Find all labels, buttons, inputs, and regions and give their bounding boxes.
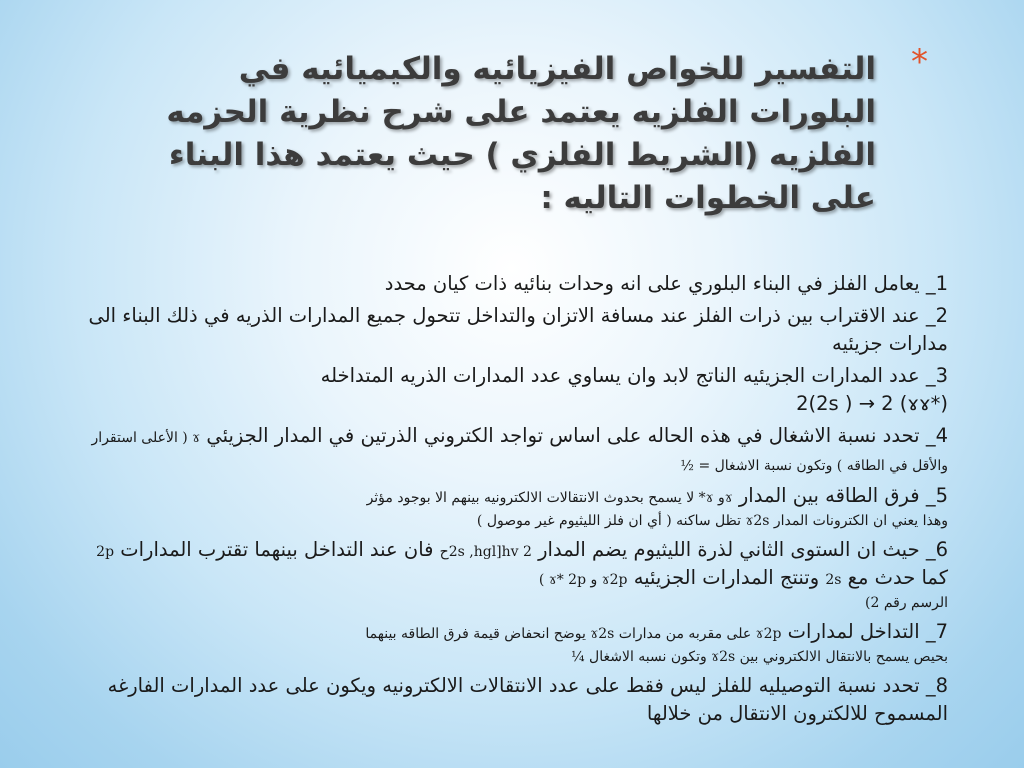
slide-title: التفسير للخواص الفيزيائيه والكيميائيه في البلورات الفلزيه يعتمد على شرح نظرية الحزمه الفلزيه (الشريط الفلزي ) حيث يعتمد هذا البناء على الخطوات التاليه : xyxy=(166,51,876,216)
list-item-3-text: 3_ عدد المدارات الجزيئيه الناتج لابد وان يساوي عدد المدارات الذريه المتداخله xyxy=(320,364,948,387)
list-item-5-note: وهذا يعني ان الكترونات المدار ɤ2s تظل ساكنه ( أي ان فلز الليثيوم غير موصول ) xyxy=(476,513,948,529)
list-item-6-text-g: وتنتج المدارات الجزيئيه xyxy=(633,566,820,589)
list-item-6-text-c: فان عند التداخل بينهما تقترب المدارات xyxy=(120,538,434,561)
list-item-5-detail: ɤو ɤ* لا يسمح بحدوث الانتقالات الالكترونيه بينهم الا بوجود مؤثر xyxy=(366,490,733,506)
list-item-3 xyxy=(88,362,948,418)
list-item-6-figure-ref: الرسم رقم 2) xyxy=(865,595,948,611)
list-item-7-text: 7_ التداخل لمدارات xyxy=(787,620,948,643)
list-item-6-orbitals: ɤ2p و ɤ* 2p ) xyxy=(538,572,628,588)
list-item-6-text-e: كما حدث مع xyxy=(847,566,948,589)
list-item-4-note: ɤ ( الأعلى استقرار والأقل في الطاقه ) وتكون نسبة الاشغال = ½ xyxy=(91,430,948,474)
list-item-1: 1_ يعامل الفلز في البناء البلوري على انه وحدات بنائيه ذات كيان محدد xyxy=(384,272,948,295)
list-item-3-equation: 2(2s ) → 2 (ɤɤ*) xyxy=(796,392,948,415)
list-item-5 xyxy=(88,482,948,532)
list-item-6-text-a: 6_ حيث ان الستوى الثاني لذرة الليثيوم يضم المدار xyxy=(538,538,948,561)
title-bullet-star-icon: * xyxy=(911,42,928,82)
list-item-6-orbital: 2s ,hgl]hv 2ح xyxy=(439,544,532,560)
list-item-4 xyxy=(88,422,948,478)
list-item-2: 2_ عند الاقتراب بين ذرات الفلز عند مسافة الاتزان والتداخل تتحول جميع المدارات الذريه في ذلك البناء الى مدارات جزيئيه xyxy=(88,304,948,355)
slide-body xyxy=(88,270,948,732)
list-item-7 xyxy=(88,618,948,668)
list-item-4-text: 4_ تحدد نسبة الاشغال في هذه الحاله على اساس تواجد الكتروني الذرتين في المدار الجزيئي xyxy=(206,424,948,447)
list-item-7-note: بحيص يسمح بالانتقال الالكتروني بين ɤ2s وتكون نسبه الاشغال ¼ xyxy=(571,649,948,665)
list-item-5-text: 5_ فرق الطاقه بين المدار xyxy=(738,484,948,507)
list-item-6-2s: 2s xyxy=(825,572,842,588)
list-item-6-2p: 2p xyxy=(96,544,115,560)
list-item-6 xyxy=(88,536,948,614)
list-item-8: 8_ تحدد نسبة التوصيليه للفلز ليس فقط على عدد الانتقالات الالكترونيه ويكون على عدد المدارات الفارغه المسموح للالكترون الانتقال من خلالها xyxy=(107,674,948,725)
list-item-7-detail: ɤ2p على مقربه من مدارات ɤ2s يوضح انحفاض قيمة فرق الطاقه بينهما xyxy=(365,626,782,642)
